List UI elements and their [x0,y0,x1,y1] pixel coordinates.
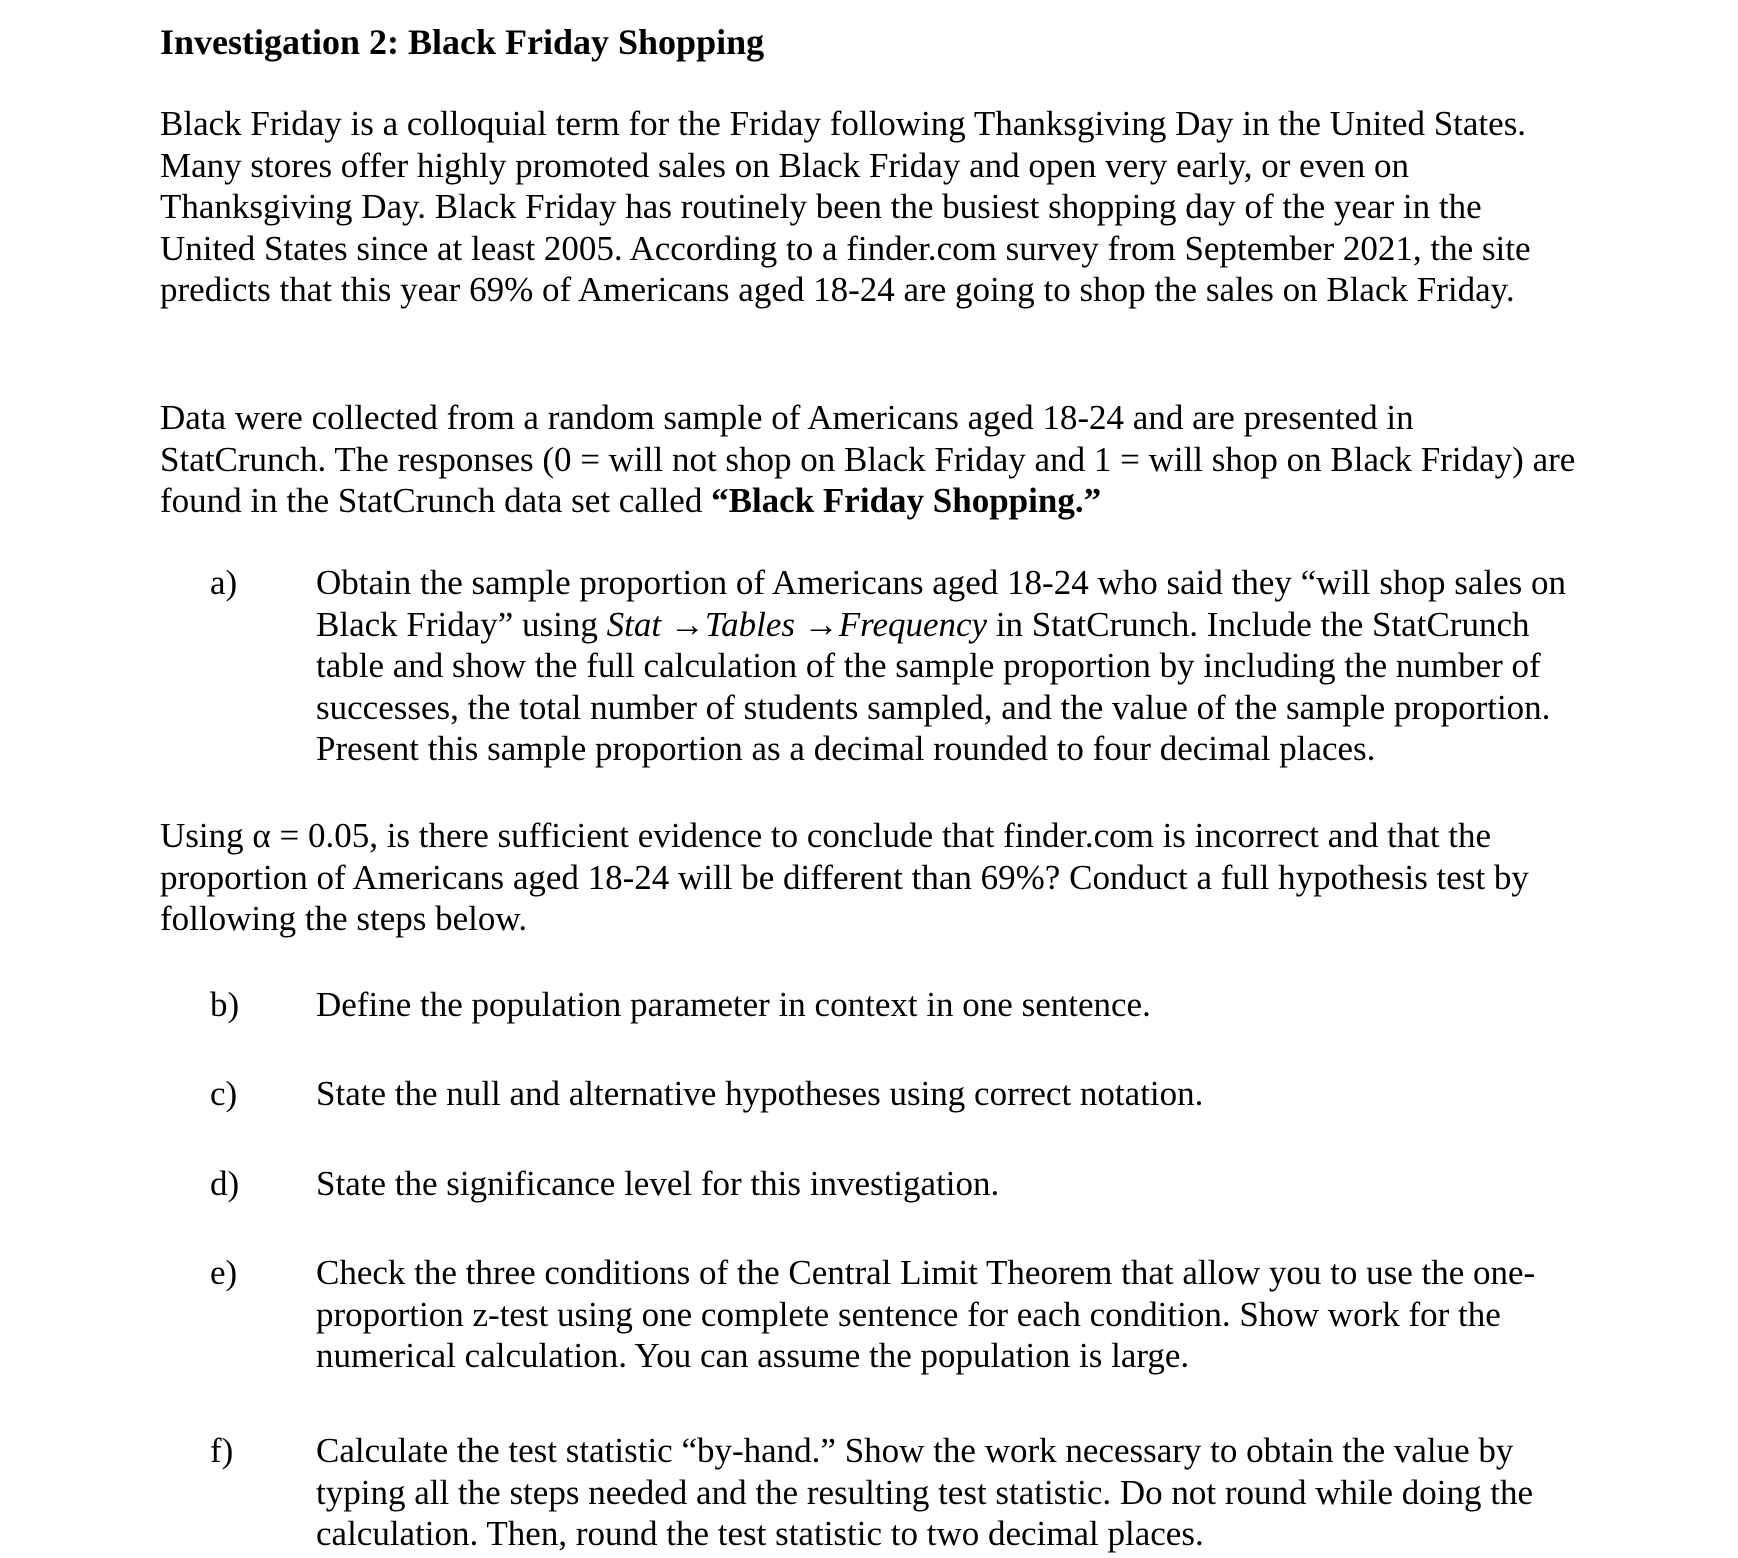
dataset-name: “Black Friday Shopping.” [711,481,1102,520]
question-label: e) [210,1253,238,1292]
data-paragraph-text: Data were collected from a random sample of Americans aged 18-24 and are presented in StatCrunch. The responses (0 = will not shop on Black Friday and 1 = will shop on Black Friday) are found in the StatCrunch data set called [160,398,1576,520]
hypothesis-intro-paragraph: Using α = 0.05, is there sufficient evidence to conclude that finder.com is incorrect and that the proportion of Americans aged 18-24 will be different than 69%? Conduct a full hypothesis test by following the steps below. [160,816,1529,938]
question-text: Check the three conditions of the Central Limit Theorem that allow you to use the one-proportion z-test using one complete sentence for each condition. Show work for the numerical calculation. You can assume the population is large. [316,1253,1536,1375]
data-paragraph [160,397,1580,522]
question-a-text-after: in StatCrunch. Include the StatCrunch table and show the full calculation of the sample proportion by including the number of successes, the total number of students sampled, and the value of the sample proportion. Present this sample proportion as a decimal rounded to four decimal places. [316,604,1551,768]
question-label: c) [210,1074,238,1113]
question-text [316,562,1606,770]
question-a-text-before: Obtain the sample proportion of Americans aged 18-24 who said they “will shop sales on Black Friday” using [316,563,1567,644]
intro-paragraph: Black Friday is a colloquial term for the Friday following Thanksgiving Day in the United States. Many stores offer highly promoted sales on Black Friday and open very early, or even on Thanksgiving Day. Black Friday has routinely been the busiest shopping day of the year in the United States since at least 2005. According to a finder.com survey from September 2021, the site predicts that this year 69% of Americans aged 18-24 are going to shop the sales on Black Friday. [160,104,1531,309]
question-label: a) [210,563,238,602]
question-label: d) [210,1164,240,1203]
question-text: Calculate the test statistic “by-hand.” Show the work necessary to obtain the value by typing all the steps needed and the resulting test statistic. Do not round while doing the calculation. Then, round the test statistic to two decimal places. [316,1431,1534,1553]
question-text: State the significance level for this investigation. [316,1164,1000,1203]
page-title: Investigation 2: Black Friday Shopping [160,22,765,62]
question-text: Define the population parameter in context in one sentence. [316,985,1151,1024]
question-label: f) [210,1431,234,1470]
menu-path: Stat →Tables →Frequency [606,604,988,644]
question-label: b) [210,985,240,1024]
question-text: State the null and alternative hypotheses using correct notation. [316,1074,1204,1113]
